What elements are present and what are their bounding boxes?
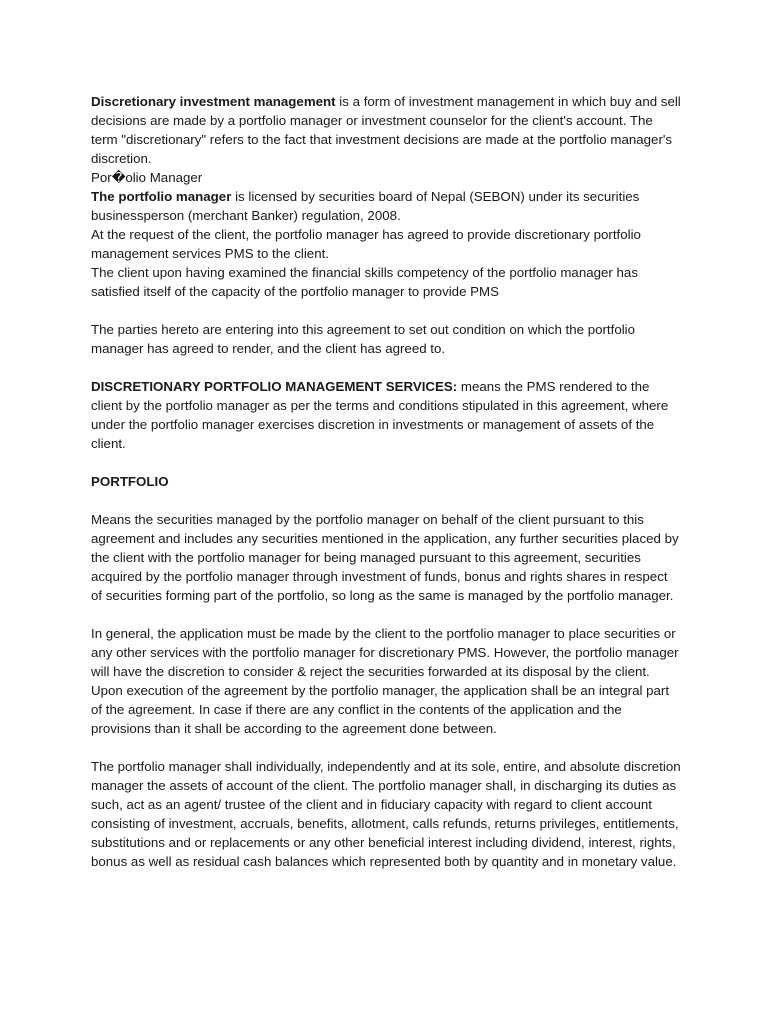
paragraph-gap: [91, 491, 681, 510]
document-page: [91, 92, 681, 871]
duties-paragraph: The portfolio manager shall individually, independently and at its sole, entire, and absolute discretion manager the assets of account of the client. The portfolio manager shall, in discharging its duties as such, act as an agent/ trustee of the client and in fiduciary capacity with regard to client account consisting of investment, accruals, benefits, allotment, calls refunds, returns privileges, entitlements, substitutions and or replacements or any other beneficial interest including dividend, interest, rights, bonus as well as residual cash balances which represented both by quantity and in monetary value.: [91, 759, 681, 869]
paragraph-gap: [91, 358, 681, 377]
paragraph-gap: [91, 605, 681, 624]
paragraph-gap: [91, 301, 681, 320]
dpms-text: means the PMS rendered to the client by the portfolio manager as per the terms and conditions stipulated in this agreement, where under the portfolio manager exercises discretion in investments or management of assets of the client.: [91, 379, 669, 451]
application-paragraph: In general, the application must be made by the client to the portfolio manager to place securities or any other services with the portfolio manager for discretionary PMS. However, the portfolio manager will have the discretion to consider & reject the securities forwarded at its disposal by the client. Upon execution of the agreement by the portfolio manager, the application shall be an integral part of the agreement. In case if there are any conflict in the contents of the application and the provisions than it shall be according to the agreement done between.: [91, 626, 679, 736]
intro-term: Discretionary investment management: [91, 94, 336, 109]
intro-paragraph: [91, 92, 681, 168]
paragraph-gap: [91, 453, 681, 472]
portfolio-heading: PORTFOLIO: [91, 474, 169, 489]
request-paragraph: At the request of the client, the portfolio manager has agreed to provide discretionary portfolio management services PMS to the client.: [91, 227, 641, 261]
license-term: The portfolio manager: [91, 189, 232, 204]
license-paragraph: [91, 187, 681, 225]
parties-paragraph: The parties hereto are entering into this agreement to set out condition on which the portfolio manager has agreed to render, and the client has agreed to.: [91, 322, 636, 356]
dpms-term: DISCRETIONARY PORTFOLIO MANAGEMENT SERVICES:: [91, 379, 458, 394]
client-paragraph: The client upon having examined the financial skills competency of the portfolio manager has satisfied itself of the capacity of the portfolio manager to provide PMS: [91, 265, 638, 299]
dpms-paragraph: [91, 377, 681, 453]
portfolio-manager-heading: Por�olio Manager: [91, 170, 203, 185]
intro-text: is a form of investment management in which buy and sell decisions are made by a portfolio manager or investment counselor for the client's account. The term "discretionary" refers to the fact that investment decisions are made at the portfolio manager's discretion.: [91, 94, 681, 166]
portfolio-definition: Means the securities managed by the portfolio manager on behalf of the client pursuant to this agreement and includes any securities mentioned in the application, any further securities placed by the client with the portfolio manager for being managed pursuant to this agreement, securities acquired by the portfolio manager through investment of funds, bonus and rights shares in respect of securities forming part of the portfolio, so long as the same is managed by the portfolio manager.: [91, 512, 679, 603]
license-text: is licensed by securities board of Nepal (SEBON) under its securities businessperson (merchant Banker) regulation, 2008.: [91, 189, 640, 223]
paragraph-gap: [91, 738, 681, 757]
